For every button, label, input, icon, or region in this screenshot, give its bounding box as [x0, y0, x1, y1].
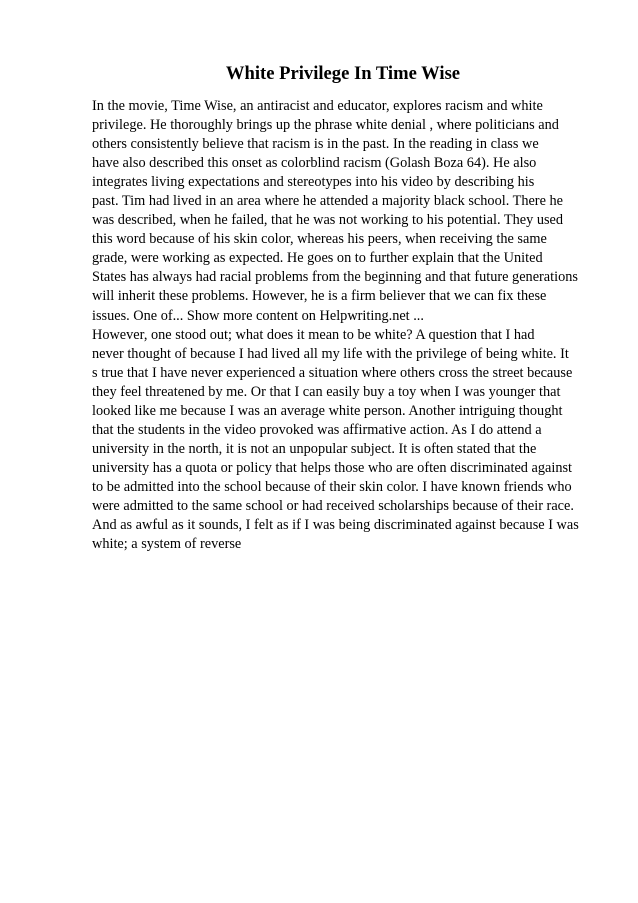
body-line: And as awful as it sounds, I felt as if I was being discriminated against because I was — [92, 517, 579, 534]
body-line: States has always had racial problems from the beginning and that future generations — [92, 269, 578, 286]
body-line: looked like me because I was an average white person. Another intriguing thought — [92, 402, 563, 419]
body-line: never thought of because I had lived all my life with the privilege of being white. It — [92, 345, 569, 362]
body-line: integrates living expectations and stereotypes into his video by describing his — [92, 174, 535, 191]
body-line: will inherit these problems. However, he is a firm believer that we can fix these — [92, 288, 547, 305]
body-line: were admitted to the same school or had received scholarships because of their race. — [92, 497, 574, 514]
body-line: past. Tim had lived in an area where he attended a majority black school. There he — [92, 193, 563, 210]
body-line: s true that I have never experienced a situation where others cross the street because — [92, 364, 573, 381]
body-line: white; a system of reverse — [92, 536, 242, 553]
body-line: they feel threatened by me. Or that I can easily buy a toy when I was younger that — [92, 383, 561, 400]
body-line: In the movie, Time Wise, an antiracist and educator, explores racism and white — [92, 98, 543, 114]
body-line: to be admitted into the school because of their skin color. I have known friends who — [92, 478, 572, 495]
body-line: university in the north, it is not an unpopular subject. It is often stated that the — [92, 440, 537, 457]
body-line: privilege. He thoroughly brings up the phrase white denial , where politicians and — [92, 117, 559, 134]
body-line: that the students in the video provoked was affirmative action. As I do attend a — [92, 421, 542, 438]
body-line: issues. One of... Show more content on Helpwriting.net ... — [92, 307, 424, 324]
body-line: have also described this onset as colorblind racism (Golash Boza 64). He also — [92, 155, 537, 172]
body-line: others consistently believe that racism is in the past. In the reading in class we — [92, 136, 539, 153]
body-line: university has a quota or policy that helps those who are often discriminated against — [92, 459, 573, 476]
document-body — [92, 97, 612, 554]
body-line: was described, when he failed, that he was not working to his potential. They used — [92, 212, 564, 229]
document-title: White Privilege In Time Wise — [225, 63, 461, 84]
body-line: this word because of his skin color, whereas his peers, when receiving the same — [92, 231, 547, 248]
body-line: However, one stood out; what does it mean to be white? A question that I had — [92, 326, 535, 343]
body-line: grade, were working as expected. He goes on to further explain that the United — [92, 250, 543, 267]
